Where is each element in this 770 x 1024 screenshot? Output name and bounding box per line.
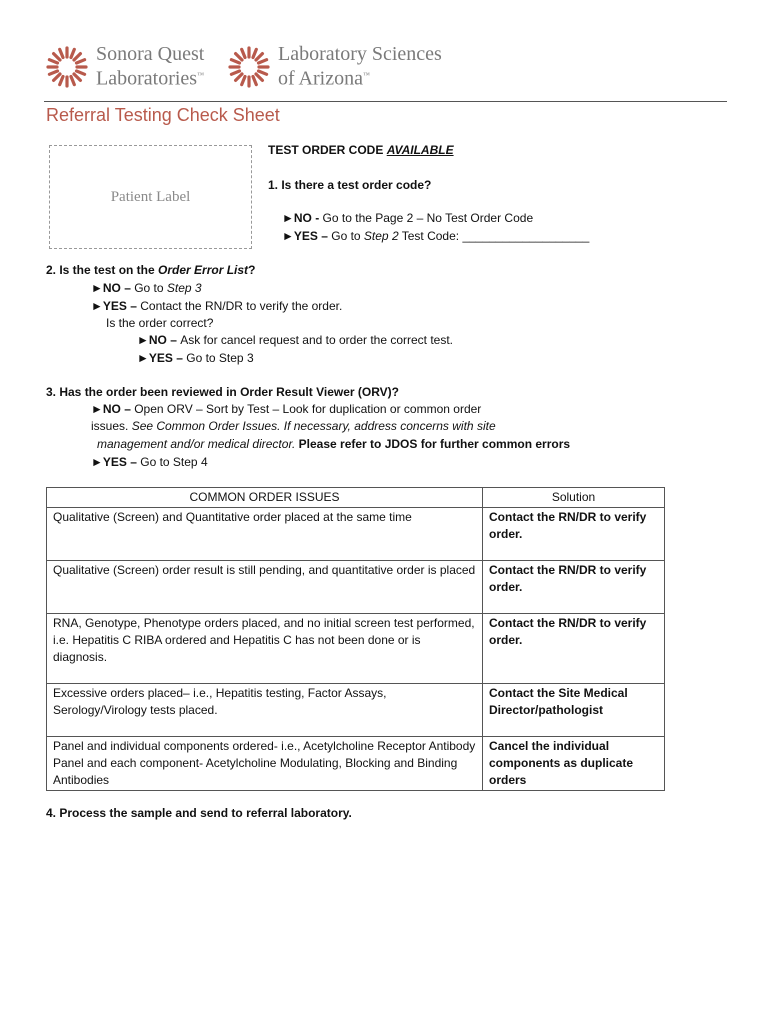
issue-cell: Excessive orders placed– i.e., Hepatitis testing, Factor Assays, Serology/Virology tests placed. — [47, 684, 483, 737]
trademark-mark: ™ — [362, 71, 370, 80]
table-row — [47, 684, 665, 737]
solution-cell: Contact the Site Medical Director/pathologist — [483, 684, 665, 737]
q2-sub-yes-option: ►YES – Go to Step 3 — [137, 351, 254, 365]
q2-sub-no-option: ►NO – Ask for cancel request and to order the correct test. — [137, 333, 454, 347]
step-4: 4. Process the sample and send to referral laboratory. — [46, 806, 352, 820]
q2-yes-option: ►YES – Contact the RN/DR to verify the order. — [91, 299, 343, 313]
table-row — [47, 508, 665, 561]
q3-no-line2: issues. See Common Order Issues. If necessary, address concerns with site — [91, 419, 496, 433]
logo-line2: of Arizona — [278, 67, 363, 90]
table-row — [47, 614, 665, 684]
patient-label-text: Patient Label — [110, 188, 191, 205]
section-heading: TEST ORDER CODE AVAILABLE — [268, 143, 454, 157]
common-order-issues-table — [46, 487, 665, 791]
solution-cell: Contact the RN/DR to verify order. — [483, 508, 665, 561]
issue-cell: Panel and individual components ordered- i.e., Acetylcholine Receptor Antibody Panel and each component- Acetylcholine Modulating, Blocking and Binding Antibodies — [47, 737, 483, 791]
logo-line2: Laboratories — [96, 67, 198, 90]
issue-cell: Qualitative (Screen) and Quantitative order placed at the same time — [47, 508, 483, 561]
trademark-mark: ™ — [197, 71, 204, 80]
issue-cell: Qualitative (Screen) order result is still pending, and quantitative order is placed — [47, 561, 483, 614]
question-3: 3. Has the order been reviewed in Order Result Viewer (ORV)? — [46, 385, 400, 399]
solution-cell: Cancel the individual components as duplicate orders — [483, 737, 665, 791]
header-divider — [44, 101, 727, 102]
test-code-field: Test Code: ___________________ — [398, 229, 590, 243]
sonora-quest-logo — [44, 44, 204, 90]
q3-no-line3: management and/or medical director. Please refer to JDOS for further common errors — [97, 437, 571, 451]
lsa-logo — [226, 44, 442, 90]
sunburst-logo-icon — [226, 44, 272, 90]
table-row — [47, 737, 665, 791]
q2-sub-question: Is the order correct? — [106, 316, 214, 330]
q2-no-option: ►NO – Go to Step 3 — [91, 281, 202, 295]
column-header-solution: Solution — [483, 488, 665, 508]
sunburst-logo-icon — [44, 44, 90, 90]
column-header-issues: COMMON ORDER ISSUES — [47, 488, 483, 508]
q3-yes-option: ►YES – Go to Step 4 — [91, 455, 208, 469]
table-header-row — [47, 488, 665, 508]
patient-label-box — [49, 145, 252, 249]
solution-cell: Contact the RN/DR to verify order. — [483, 561, 665, 614]
q1-yes-option: ►YES – Go to Step 2 Test Code: ___________________ — [282, 229, 590, 243]
question-1: 1. Is there a test order code? — [268, 178, 432, 192]
solution-cell: Contact the RN/DR to verify order. — [483, 614, 665, 684]
table-row — [47, 561, 665, 614]
logo-line1: Sonora Quest — [96, 43, 205, 66]
q1-no-option: ►NO - Go to the Page 2 – No Test Order Code — [282, 211, 534, 225]
logo-line1: Laboratory Sciences — [278, 43, 442, 66]
page-title: Referral Testing Check Sheet — [46, 105, 280, 125]
issue-cell: RNA, Genotype, Phenotype orders placed, and no initial screen test performed, i.e. Hepatitis C RIBA ordered and Hepatitis C has not been done or is diagnosis. — [47, 614, 483, 684]
question-2: 2. Is the test on the Order Error List? — [46, 263, 256, 277]
q3-no-option: ►NO – Open ORV – Sort by Test – Look for duplication or common order — [91, 402, 482, 416]
